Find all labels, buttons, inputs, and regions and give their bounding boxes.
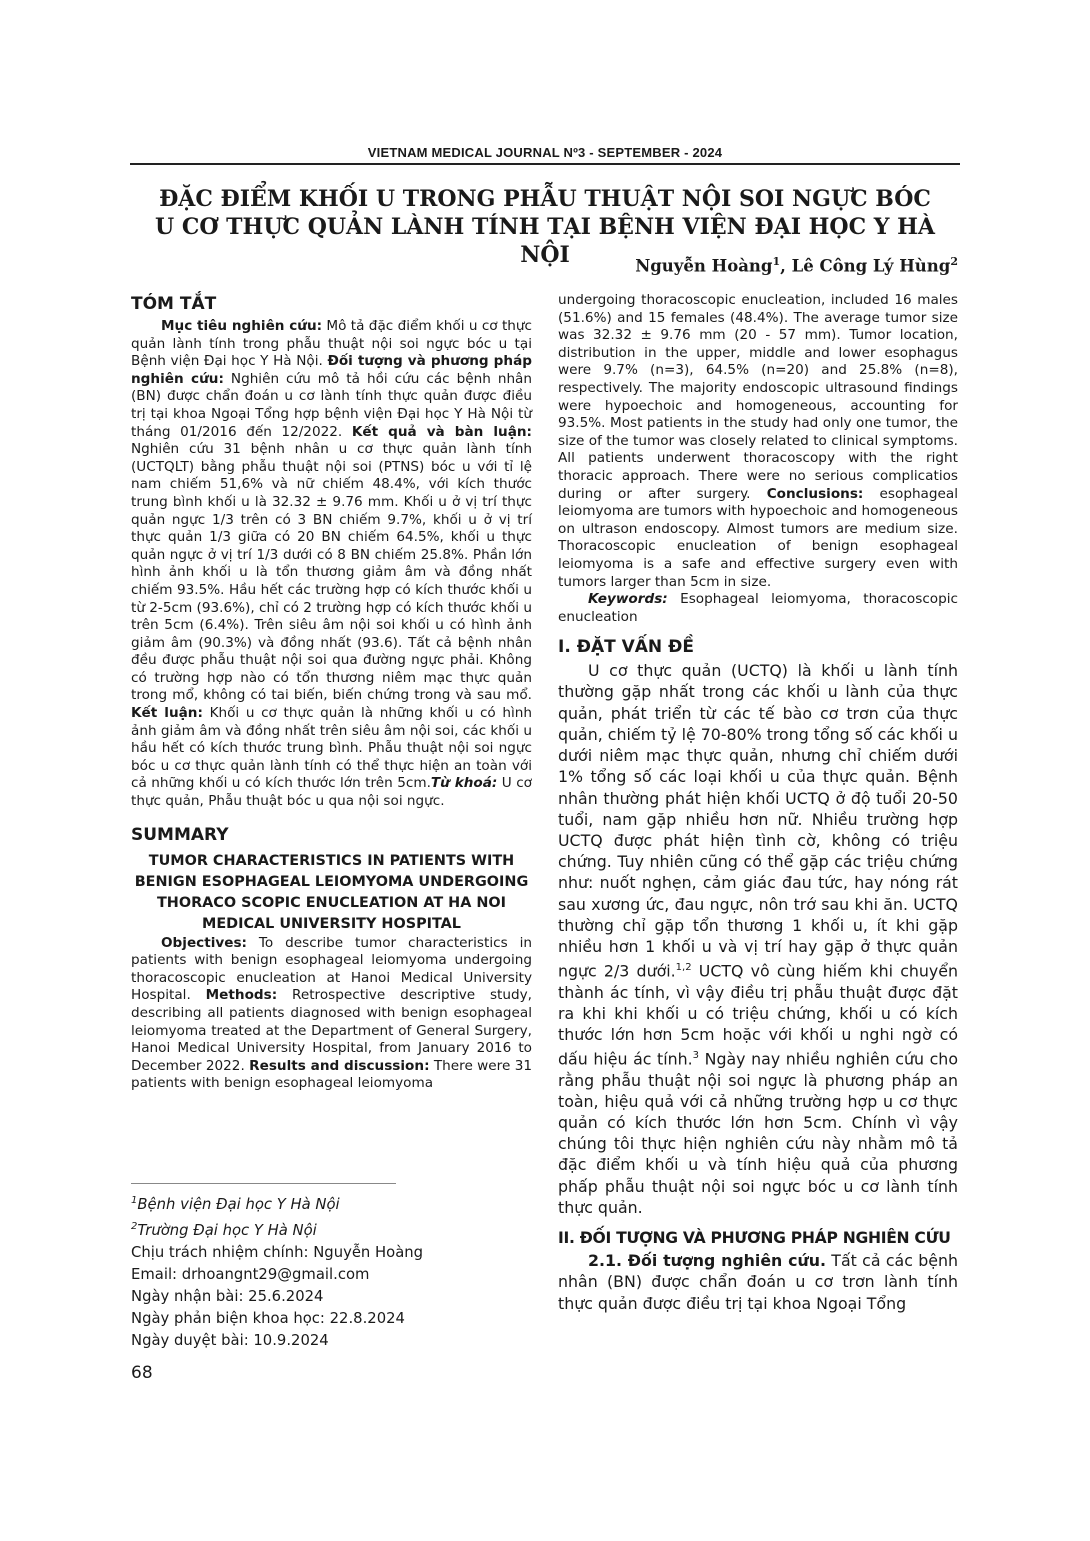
en-keywords-label: Keywords: bbox=[588, 591, 668, 608]
right-column bbox=[558, 292, 958, 1314]
section-2-1-text: Tất cả các bệnh nhân (BN) được chẩn đoán u cơ trơn lành tính thực quản được điều trị tại khoa Ngoại Tổng bbox=[558, 1251, 958, 1313]
corresponding-email: Email: drhoangnt29@gmail.com bbox=[131, 1265, 370, 1283]
en-objectives-label: Objectives: bbox=[161, 934, 247, 951]
vn-results-label: Kết quả và bàn luận: bbox=[351, 423, 532, 440]
affiliation-2-number: 2 bbox=[131, 1220, 138, 1232]
en-conclusions-text: esophageal leiomyoma are tumors with hypoechoic and homogeneous on ultrason endoscopy. Almost tumors are medium size. Thoracoscopic enucleation of benign esophageal leiomyoma is a safe and effective surgery even with tumors larger than 5cm in size. bbox=[558, 485, 959, 590]
author-1-affiliation: 1 bbox=[772, 255, 781, 268]
en-methods-text: Retrospective descriptive study, describing all patients diagnosed with benign esophageal leiomyoma treated at the Department of General Surgery, Hanoi Medical University Hospital, from January 2016 to December 2022. bbox=[131, 987, 532, 1074]
section-1-body bbox=[558, 660, 958, 1218]
date-accepted: Ngày duyệt bài: 10.9.2024 bbox=[131, 1331, 329, 1349]
corresponding-author: Chịu trách nhiệm chính: Nguyễn Hoàng bbox=[131, 1243, 424, 1261]
affiliation-1-number: 1 bbox=[131, 1195, 138, 1206]
affiliation-1 bbox=[131, 1190, 531, 1216]
author-2: Lê Công Lý Hùng bbox=[791, 256, 951, 276]
vn-methods-label: Đối tượng và phương pháp nghiên cứu: bbox=[131, 353, 532, 387]
date-received: Ngày nhận bài: 25.6.2024 bbox=[131, 1287, 324, 1305]
en-keywords bbox=[558, 591, 958, 626]
en-results-text-part2: undergoing thoracoscopic enucleation, included 16 males (51.6%) and 15 females (48.4%). The average tumor size was 32.32 ± 9.76 mm (20 - 57 mm). Tumor location, distribution in the upper, middle and lower esophagus were 9.7% (n=3), 64.5% (n=20) and 25.8% (n=8), respectively. The majority endoscopic ultrasound findings were hypoechoic and homogeneous, accounting for 93.5%. Most patients in the study had only one tumor, the size of the tumor was closely related to clinical symptoms. All patients underwent thoracoscopy with the right thoracic approach. There were no serious complicatios during or after surgery. bbox=[558, 292, 958, 502]
vn-results-text: Nghiên cứu 31 bệnh nhân u cơ thực quản lành tính (UCTQLT) bằng phẫu thuật nội soi (PTNS) bóc u với tỉ lệ nam chiếm 51,6% và nữ chiếm 48.4%, với kích thước trung bình khối u là 32.32 ± 9.76 mm. Khối u ở vị trí thực quản ngực 1/3 trên có 3 BN chiếm 9.7%, khối u ở vị trí thực quản 1/3 giữa có 20 BN chiếm 64.5%, khối u thực quản ngực ở vị trí 1/3 dưới có 8 BN chiếm 25.8%. Phần lớn hình ảnh khối u là tổn thương giảm âm và đồng nhất chiếm 93.5%. Hầu hết các trường hợp có kích thước khối u từ 2-5cm (93.6%), chỉ có 2 trường hợp có kích thước khối u trên 5cm (6.4%). Trên siêu âm nội soi khối u có hình ảnh giảm âm (90.3%) và đồng nhất (93.6). Tất cả bệnh nhân đều được phẫu thuật nội soi qua đường ngực phải. Không có trường hợp nào có tổn thương niêm mạc thực quản trong mổ, không có tai biến, biến chứng trong và sau mổ. bbox=[131, 441, 532, 704]
vn-methods-text: Nghiên cứu mô tả hồi cứu các bệnh nhân (BN) được chẩn đoán u cơ lành tính thực quản được điều trị tại khoa Ngoại Tổng hợp bệnh viện Đại học Y Hà Nội từ tháng 01/2016 đến 12/2022. bbox=[131, 370, 532, 440]
header-rule bbox=[130, 163, 960, 165]
vn-keywords-text: U cơ thực quản, Phẫu thuật bóc u qua nội soi ngực. bbox=[131, 775, 532, 810]
en-summary-body-part2 bbox=[558, 292, 958, 591]
author-separator: , bbox=[780, 256, 792, 276]
section-1-ref-a: 1,2 bbox=[675, 962, 692, 974]
author-2-affiliation: 2 bbox=[950, 255, 958, 268]
affiliation-2 bbox=[131, 1216, 531, 1242]
vn-conclusion-text: Khối u cơ thực quản là những khối u có hình ảnh giảm âm và đồng nhất trên siêu âm nội soi, các khối u hầu hết có kích thước trung bình. Phẫu thuật nội soi ngực bóc u cơ thực quản lành tính có thể thực hiện an toàn với cả những khối u có kích thước lớn trên 5cm. bbox=[131, 705, 532, 792]
footnotes bbox=[131, 1190, 531, 1352]
section-2-body bbox=[558, 1250, 958, 1314]
date-reviewed: Ngày phản biện khoa học: 22.8.2024 bbox=[131, 1309, 405, 1327]
section-1-text-b: UCTQ vô cùng hiếm khi chuyển thành ác tính, vì vậy điều trị phẫu thuật được đặt ra khi khi khối u có triệu chứng, khối u có kích thước lớn hơn 5cm hoặc với khối u nghi ngờ có dấu hiệu ác tính. bbox=[558, 961, 958, 1069]
vn-abstract-body bbox=[131, 318, 532, 811]
vn-objective-label: Mục tiêu nghiên cứu: bbox=[161, 318, 323, 334]
affiliation-1-text: Bệnh viện Đại học Y Hà Nội bbox=[137, 1195, 340, 1213]
vn-abstract-heading: TÓM TẮT bbox=[131, 294, 217, 314]
footnote-rule bbox=[131, 1183, 396, 1184]
en-summary-body-part1 bbox=[131, 935, 532, 1093]
vn-objective-text: Mô tả đặc điểm khối u cơ thực quản lành tính trong phẫu thuật nội soi ngực bóc u tại Bệnh viện Đại học Y Hà Nội. bbox=[131, 318, 532, 370]
journal-header: VIETNAM MEDICAL JOURNAL Nº3 - SEPTEMBER - 2024 bbox=[367, 145, 723, 160]
title-line-2: U CƠ THỰC QUẢN LÀNH TÍNH TẠI BỆNH VIỆN ĐẠI HỌC Y HÀ NỘI bbox=[155, 214, 935, 268]
title-line-1: ĐẶC ĐIỂM KHỐI U TRONG PHẪU THUẬT NỘI SOI NGỰC BÓC bbox=[159, 186, 931, 212]
vn-keywords-label: Từ khoá: bbox=[430, 775, 498, 792]
en-results-text-part1: There were 31 patients with benign esophageal leiomyoma bbox=[131, 1057, 532, 1092]
en-keywords-text: Esophageal leiomyoma, thoracoscopic enucleation bbox=[558, 591, 958, 625]
section-1-text-a: U cơ thực quản (UCTQ) là khối u lành tính thường gặp nhất trong các khối u lành của thực quản, phát triển từ các tế bào cơ trơn của thực quản, chiếm tỷ lệ 70-80% trong tổng số các khối u dưới niêm mạc thực quản, nhưng chỉ chiếm dưới 1% tổng số các loại khối u của thực quản. Bệnh nhân thường phát hiện khối UCTQ ở độ tuổi 20-50 tuổi, nam gặp nhiều hơn nữ. Nhiều trường hợp UCTQ được phát hiện tình cờ, không có triệu chứng. Tuy nhiên cũng có thể gặp các triệu chứng như: nuốt nghẹn, cảm giác đau tức, hay nóng rát sau xương ức, đau ngực, nôn trớ sau khi ăn. UCTQ thường chỉ gặp tổn thương 1 khối u, ít khi gặp nhiều hơn 1 khối u và vị trí hay gặp ở thực quản ngực 2/3 dưới. bbox=[558, 661, 958, 981]
en-methods-label: Methods: bbox=[205, 987, 278, 1004]
en-results-label: Results and discussion: bbox=[249, 1057, 430, 1074]
page-number: 68 bbox=[131, 1363, 153, 1383]
en-objectives-text: To describe tumor characteristics in patients with benign esophageal leiomyoma undergoing thoracoscopic enucleation at Hanoi Medical University Hospital. bbox=[131, 934, 532, 1004]
left-column bbox=[131, 292, 532, 1093]
author-1: Nguyễn Hoàng bbox=[635, 256, 773, 276]
vn-conclusion-label: Kết luận: bbox=[131, 705, 203, 722]
section-2-1-label: 2.1. Đối tượng nghiên cứu. bbox=[588, 1251, 826, 1271]
en-summary-title: TUMOR CHARACTERISTICS IN PATIENTS WITH BENIGN ESOPHAGEAL LEIOMYOMA UNDERGOING THORACO SCOPIC ENUCLEATION AT HA NOI MEDICAL UNIVERSITY HOSPITAL bbox=[134, 852, 529, 932]
section-1-text-c: Ngày nay nhiều nghiên cứu cho rằng phẫu thuật nội soi ngực là phương pháp an toàn, hiệu quả với cả những trường hợp u cơ thực quản có kích thước lớn hơn 5cm. Chính vì vậy chúng tôi thực hiện nghiên cứu này nhằm mô tả đặc điểm khối u và tính hiệu quả của phương phấp phẫu thuật nội soi ngực bóc u cơ lành tính thực quản. bbox=[558, 1049, 958, 1217]
en-conclusions-label: Conclusions: bbox=[766, 485, 864, 502]
author-list bbox=[635, 255, 958, 276]
en-summary-heading: SUMMARY bbox=[131, 824, 229, 845]
section-1-heading: I. ĐẶT VẤN ĐỀ bbox=[558, 637, 694, 658]
affiliation-2-text: Trường Đại học Y Hà Nội bbox=[137, 1221, 317, 1239]
section-2-heading: II. ĐỐI TƯỢNG VÀ PHƯƠNG PHÁP NGHIÊN CỨU bbox=[558, 1229, 951, 1248]
section-1-ref-b: 3 bbox=[692, 1050, 700, 1062]
